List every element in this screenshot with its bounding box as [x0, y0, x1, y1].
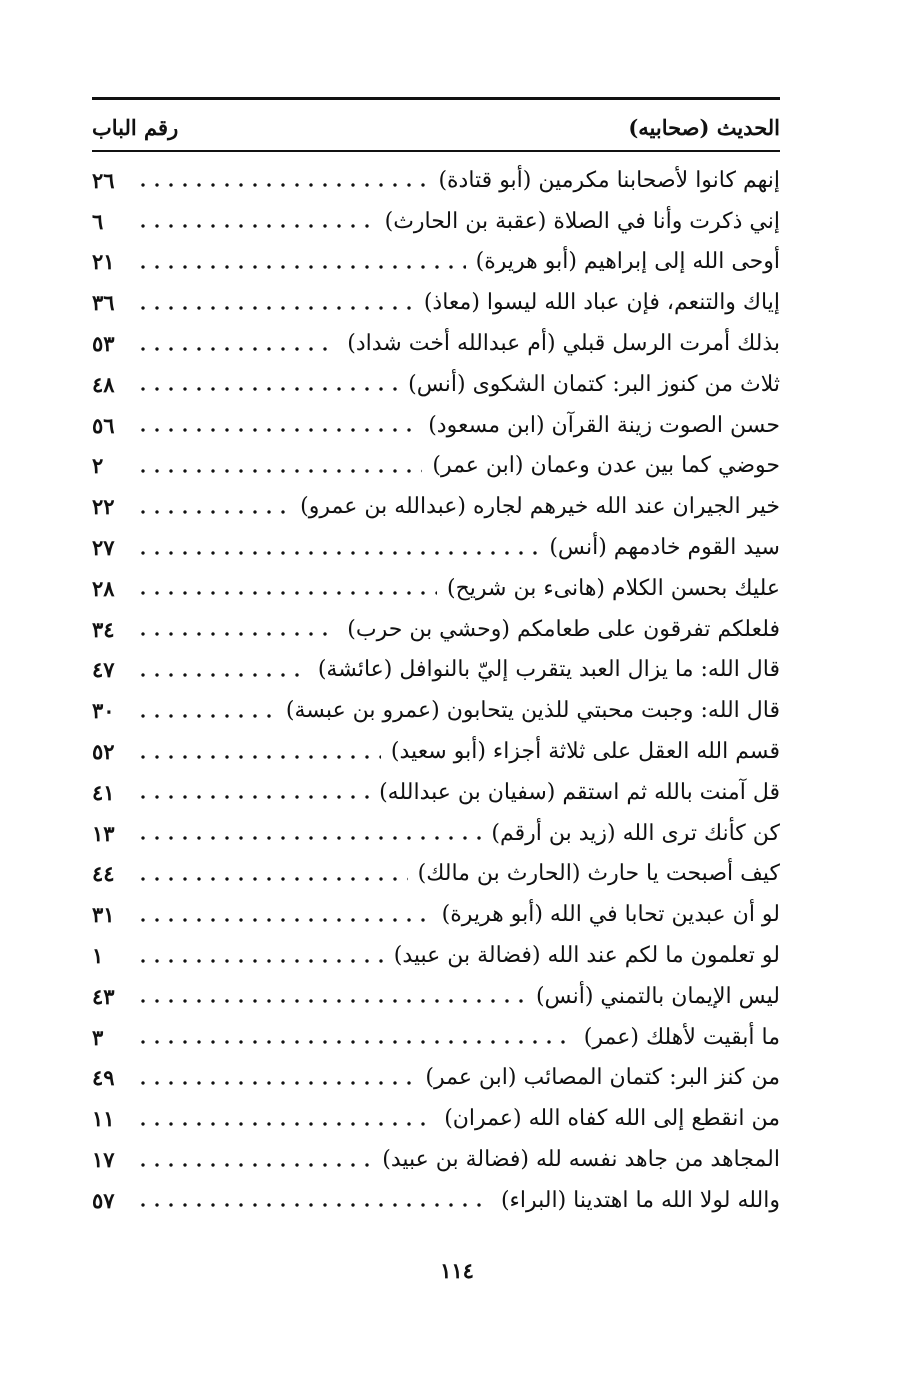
dot-leader: [136, 795, 369, 799]
entry-chapter-number: ٣٠: [92, 698, 115, 724]
entry-chapter-number: ١١: [92, 1106, 115, 1132]
entry-title: قل آمنت بالله ثم استقم (سفيان بن عبدالله): [379, 779, 780, 805]
entry-chapter-number: ٣٦: [92, 290, 115, 316]
entry-title: إنهم كانوا لأصحابنا مكرمين (أبو قتادة): [438, 167, 780, 193]
entry-chapter-number: ٢٨: [92, 575, 115, 601]
header-hadith-label: الحديث (صحابيه): [628, 114, 780, 140]
index-entry: [92, 1058, 780, 1099]
entry-title: سيد القوم خادمهم (أنس): [549, 535, 780, 561]
dot-leader: [136, 591, 437, 595]
entry-title: بذلك أمرت الرسل قبلي (أم عبدالله أخت شداد): [347, 331, 780, 357]
index-entry: [92, 894, 780, 935]
dot-leader: [136, 959, 384, 963]
entry-title: والله لولا الله ما اهتدينا (البراء): [500, 1187, 780, 1213]
entry-chapter-number: ٢٦: [92, 167, 115, 193]
dot-leader: [136, 347, 337, 351]
entry-chapter-number: ٤٣: [92, 983, 115, 1009]
index-entry: [92, 1139, 780, 1180]
dot-leader: [136, 469, 422, 473]
entry-title: من كنز البر: كتمان المصائب (ابن عمر): [425, 1065, 780, 1091]
page-number: ١١٤: [440, 1258, 474, 1283]
index-entry: [92, 935, 780, 976]
entry-title: ثلاث من كنوز البر: كتمان الشكوى (أنس): [408, 371, 780, 397]
dot-leader: [136, 183, 428, 187]
entry-chapter-number: ٤٧: [92, 657, 115, 683]
entry-chapter-number: ٥٢: [92, 739, 115, 765]
entry-chapter-number: ١: [92, 943, 104, 969]
index-entry: [92, 201, 780, 242]
dot-leader: [136, 510, 290, 514]
entry-title: كيف أصبحت يا حارث (الحارث بن مالك): [417, 861, 780, 887]
index-entry: [92, 772, 780, 813]
index-header: [92, 110, 780, 144]
entry-title: حسن الصوت زينة القرآن (ابن مسعود): [428, 412, 780, 438]
entry-chapter-number: ٣١: [92, 902, 115, 928]
dot-leader: [136, 1163, 372, 1167]
dot-leader: [136, 1122, 434, 1126]
index-entry: [92, 1098, 780, 1139]
index-entry: [92, 1017, 780, 1058]
entry-title: قال الله: ما يزال العبد يتقرب إليّ بالنوافل (عائشة): [317, 657, 780, 683]
entry-chapter-number: ٤٨: [92, 371, 115, 397]
entry-chapter-number: ٤١: [92, 779, 115, 805]
index-entry: [92, 813, 780, 854]
dot-leader: [136, 673, 308, 677]
entry-title: أوحى الله إلى إبراهيم (أبو هريرة): [475, 249, 780, 275]
entry-title: قسم الله العقل على ثلاثة أجزاء (أبو سعيد): [390, 739, 780, 765]
entry-title: كن كأنك ترى الله (زيد بن أرقم): [491, 820, 780, 846]
entry-chapter-number: ٤٤: [92, 861, 115, 887]
entry-title: إياك والتنعم، فإن عباد الله ليسوا (معاذ): [423, 290, 780, 316]
index-entry: [92, 527, 780, 568]
entry-chapter-number: ١٧: [92, 1147, 115, 1173]
dot-leader: [136, 714, 276, 718]
index-entry: [92, 731, 780, 772]
index-entry: [92, 690, 780, 731]
index-entry: [92, 282, 780, 323]
entry-title: إني ذكرت وأنا في الصلاة (عقبة بن الحارث): [384, 208, 780, 234]
entry-title: عليك بحسن الكلام (هانىء بن شريح): [446, 575, 780, 601]
dot-leader: [136, 1203, 491, 1207]
header-rule: [92, 150, 780, 152]
dot-leader: [136, 224, 375, 228]
dot-leader: [136, 387, 398, 391]
dot-leader: [136, 999, 526, 1003]
entry-chapter-number: ٣٤: [92, 616, 115, 642]
entry-title: لو أن عبدين تحابا في الله (أبو هريرة): [441, 902, 780, 928]
dot-leader: [136, 918, 432, 922]
entry-title: من انقطع إلى الله كفاه الله (عمران): [444, 1106, 780, 1132]
index-entry: [92, 609, 780, 650]
dot-leader: [136, 306, 414, 310]
top-rule: [92, 97, 780, 100]
entry-title: قال الله: وجبت محبتي للذين يتحابون (عمرو بن عبسة): [285, 698, 780, 724]
dot-leader: [136, 632, 337, 636]
entry-chapter-number: ١٣: [92, 820, 115, 846]
header-chapter-number-label: رقم الباب: [92, 114, 179, 140]
entry-title: لو تعلمون ما لكم عند الله (فضالة بن عبيد): [393, 943, 780, 969]
entry-chapter-number: ٥٧: [92, 1187, 115, 1213]
dot-leader: [136, 551, 539, 555]
entry-chapter-number: ٢٢: [92, 494, 115, 520]
entry-chapter-number: ٢: [92, 453, 104, 479]
index-entry: [92, 1180, 780, 1221]
dot-leader: [136, 1040, 574, 1044]
entry-title: حوضي كما بين عدن وعمان (ابن عمر): [432, 453, 780, 479]
entry-chapter-number: ٥٣: [92, 331, 115, 357]
entry-chapter-number: ٢٧: [92, 535, 115, 561]
entry-title: خير الجيران عند الله خيرهم لجاره (عبدالله بن عمرو): [300, 494, 780, 520]
entry-chapter-number: ٤٩: [92, 1065, 115, 1091]
index-entry: [92, 364, 780, 405]
index-entry: [92, 323, 780, 364]
dot-leader: [136, 428, 418, 432]
index-entry: [92, 854, 780, 895]
index-entry: [92, 486, 780, 527]
entry-title: ليس الإيمان بالتمني (أنس): [535, 983, 780, 1009]
entry-chapter-number: ٥٦: [92, 412, 115, 438]
entry-title: المجاهد من جاهد نفسه لله (فضالة بن عبيد): [382, 1147, 780, 1173]
entry-chapter-number: ٦: [92, 208, 104, 234]
index-entries: [92, 160, 780, 1221]
dot-leader: [136, 1081, 415, 1085]
entry-chapter-number: ٣: [92, 1024, 104, 1050]
entry-title: ما أبقيت لأهلك (عمر): [583, 1024, 780, 1050]
index-entry: [92, 242, 780, 283]
index-entry: [92, 568, 780, 609]
index-entry: [92, 160, 780, 201]
entry-chapter-number: ٢١: [92, 249, 115, 275]
index-entry: [92, 650, 780, 691]
index-entry: [92, 446, 780, 487]
dot-leader: [136, 265, 466, 269]
index-entry: [92, 976, 780, 1017]
dot-leader: [136, 877, 408, 881]
dot-leader: [136, 836, 481, 840]
index-entry: [92, 405, 780, 446]
entry-title: فلعلكم تفرقون على طعامكم (وحشي بن حرب): [347, 616, 780, 642]
dot-leader: [136, 755, 381, 759]
